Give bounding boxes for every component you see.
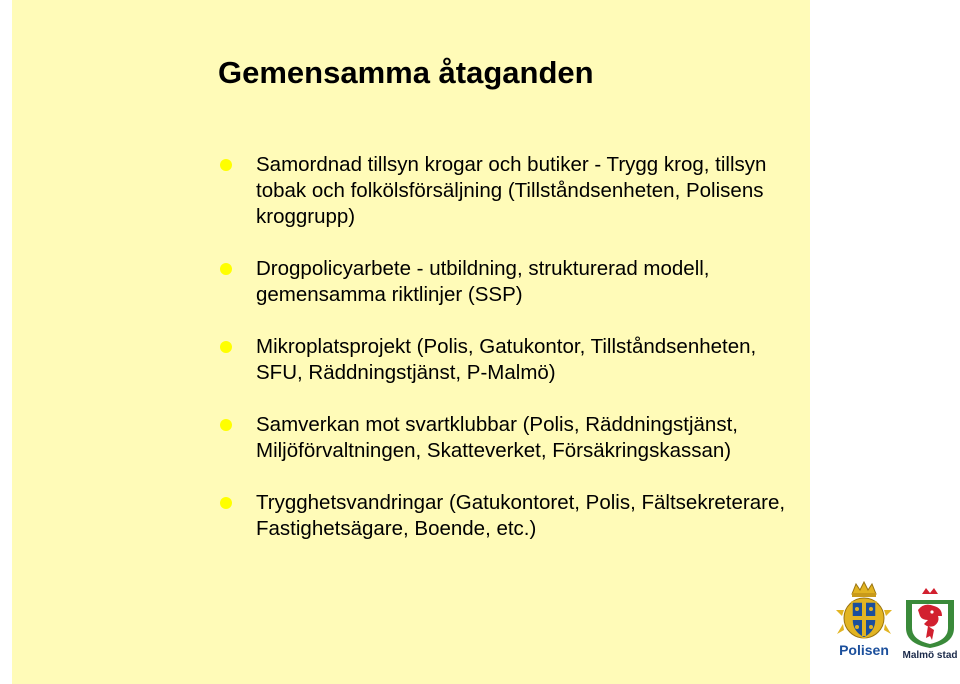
bullet-line: Miljöförvaltningen, Skatteverket, Försäkringskassan) [256,439,732,462]
police-emblem-icon [834,580,894,642]
bullet-text [256,334,860,386]
bullet-dot-icon [220,419,232,431]
bullet-text [256,412,860,464]
polisen-logo-text: Polisen [839,642,889,658]
malmo-stad-logo-text: Malmö stad [902,650,958,661]
bullet-line: Samverkan mot svartklubbar (Polis, Räddningstjänst, [256,413,738,436]
bullet-line: Trygghetsvandringar (Gatukontoret, Polis, Fältsekreterare, [256,491,786,514]
malmo-stad-logo [902,586,958,666]
bullet-line: tobak och folkölsförsäljning (Tillståndsenheten, Polisens [256,179,764,202]
slide-title: Gemensamma åtaganden [218,55,594,90]
bullet-dot-icon [220,263,232,275]
bullet-line: SFU, Räddningstjänst, P-Malmö) [256,361,556,384]
bullet-list [220,152,860,568]
bullet-item [220,256,860,308]
left-margin [0,0,12,684]
bullet-dot-icon [220,497,232,509]
bullet-text [256,152,860,230]
bullet-line: gemensamma riktlinjer (SSP) [256,283,523,306]
bullet-dot-icon [220,341,232,353]
polisen-logo [834,580,894,662]
bullet-item [220,334,860,386]
bullet-line: Drogpolicyarbete - utbildning, strukturerad modell, [256,257,710,280]
bullet-line: Samordnad tillsyn krogar och butiker - Trygg krog, tillsyn [256,153,767,176]
bullet-dot-icon [220,159,232,171]
bullet-line: kroggrupp) [256,205,356,228]
bullet-line: Fastighetsägare, Boende, etc.) [256,517,537,540]
bullet-text [256,256,860,308]
bullet-line: Mikroplatsprojekt (Polis, Gatukontor, Tillståndsenheten, [256,335,757,358]
bullet-text [256,490,860,542]
malmo-griffin-icon [902,586,958,650]
bullet-item [220,152,860,230]
bullet-item [220,412,860,464]
bullet-item [220,490,860,542]
